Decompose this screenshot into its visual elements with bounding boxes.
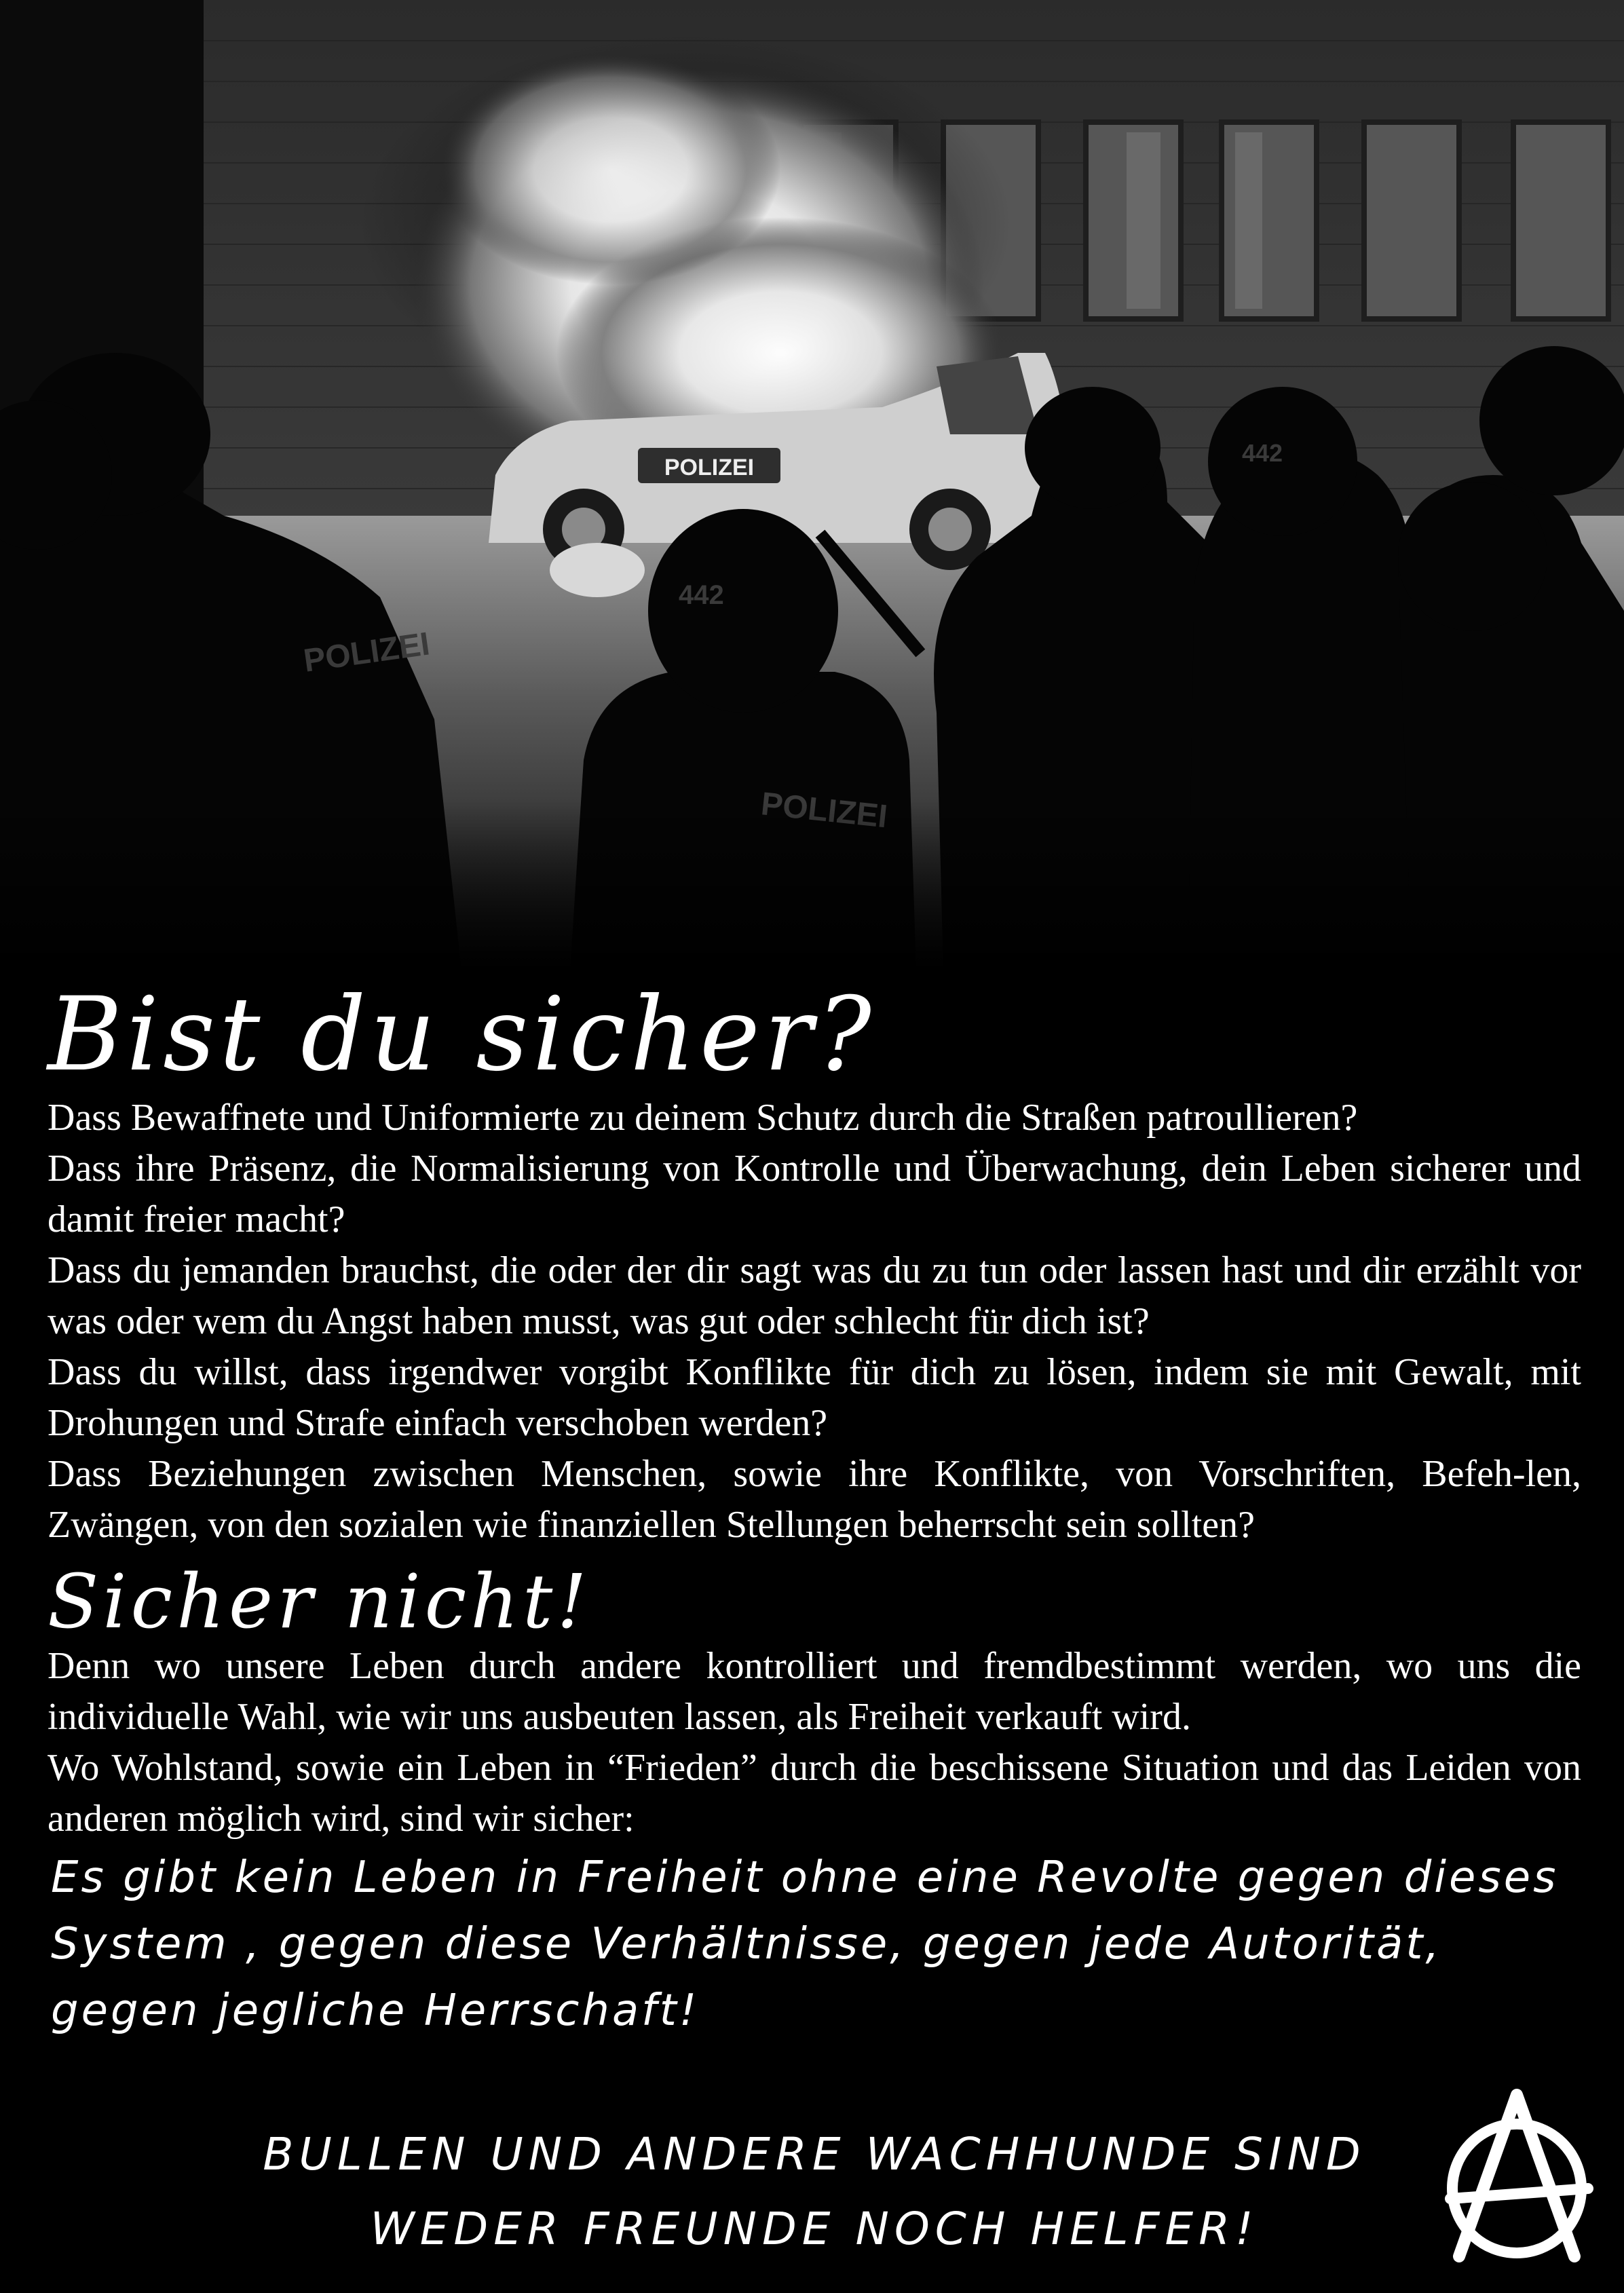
subheadline: Sicher nicht! bbox=[48, 1558, 591, 1645]
headline: Bist du sicher? bbox=[48, 976, 875, 1094]
car-lettering: POLIZEI bbox=[664, 455, 755, 480]
question-3: Dass du jemanden brauchst, die oder der dir sagt was du zu tun oder lassen hast und dir erzählt vor was oder wem du Angst haben musst, was gut oder schlecht für dich ist? bbox=[48, 1249, 1581, 1342]
slogan-line-1: BULLEN UND ANDERE WACHHUNDE SIND bbox=[263, 2128, 1366, 2180]
answer-2: Wo Wohlstand, sowie ein Leben in “Frieden” durch die beschissene Situation und das Leiden von anderen möglich wird, sind wir sicher: bbox=[48, 1747, 1581, 1840]
question-5: Dass Beziehungen zwischen Menschen, sowie ihre Konflikte, von Vorschriften, Befeh-len, Zwängen, von den sozialen wie finanziellen Stellungen beherrscht sein sollten? bbox=[48, 1453, 1581, 1546]
answer-1: Denn wo unsere Leben durch andere kontrolliert und fremdbestimmt werden, wo uns die individuelle Wahl, wie wir uns ausbeuten lassen, als Freiheit verkauft wird. bbox=[48, 1645, 1581, 1738]
debris-bag bbox=[550, 543, 645, 597]
slogan bbox=[170, 2117, 1459, 2267]
question-1: Dass Bewaffnete und Uniformierte zu deinem Schutz durch die Straßen patroullieren? bbox=[48, 1097, 1358, 1139]
question-2: Dass ihre Präsenz, die Normalisierung von Kontrolle und Überwachung, dein Leben sicherer und damit freier macht? bbox=[48, 1148, 1581, 1240]
slogan-line-2: WEDER FREUNDE NOCH HELFER! bbox=[370, 2203, 1259, 2255]
jacket-lettering-left: POLIZEI bbox=[301, 626, 432, 679]
header-photo bbox=[0, 0, 1624, 970]
helmet-number-right: 442 bbox=[1242, 439, 1283, 467]
helmet-number: 442 bbox=[679, 580, 724, 610]
answers-block bbox=[48, 1641, 1581, 1844]
questions-block bbox=[48, 1093, 1581, 1551]
anarchy-symbol-icon bbox=[1435, 2087, 1598, 2263]
quote: Es gibt kein Leben in Freiheit ohne eine Revolte gegen dieses System , gegen diese Verhältnisse, gegen jede Autorität, gegen jegliche Herrschaft! bbox=[51, 1853, 1559, 2036]
question-4: Dass du willst, dass irgendwer vorgibt Konflikte für dich zu lösen, indem sie mit Gewalt, mit Drohungen und Strafe einfach verschoben werden? bbox=[48, 1351, 1581, 1444]
